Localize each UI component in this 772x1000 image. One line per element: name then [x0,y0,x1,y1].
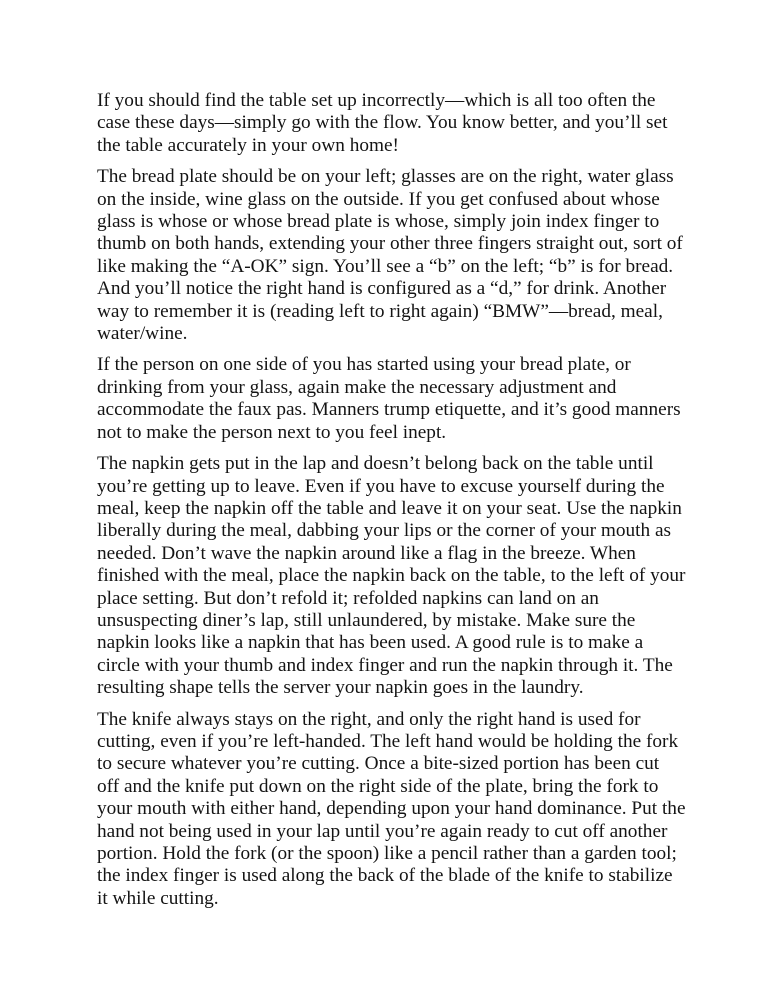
text-line: And you’ll notice the right hand is configured as a “d,” for drink. Another [97,278,667,300]
text-line: you’re getting up to leave. Even if you have to excuse yourself during the [97,475,665,497]
paragraph-table-setup [97,90,687,157]
text-line: napkin looks like a napkin that has been used. A good rule is to make a [97,632,644,654]
text-line: finished with the meal, place the napkin back on the table, to the left of your [97,565,686,587]
text-line: meal, keep the napkin off the table and leave it on your seat. Use the napkin [97,497,682,519]
text-line: If the person on one side of you has started using your bread plate, or [97,354,631,376]
text-line: not to make the person next to you feel inept. [97,421,447,443]
text-line: thumb on both hands, extending your other three fingers straight out, sort of [97,233,683,255]
text-line: off and the knife put down on the right side of the plate, bring the fork to [97,775,659,797]
text-line: the table accurately in your own home! [97,134,399,156]
text-line: needed. Don’t wave the napkin around like a flag in the breeze. When [97,542,636,564]
text-line: The knife always stays on the right, and only the right hand is used for [97,708,641,730]
text-line: resulting shape tells the server your napkin goes in the laundry. [97,677,584,699]
text-line: way to remember it is (reading left to right again) “BMW”—bread, meal, [97,300,663,322]
text-line: glass is whose or whose bread plate is whose, simply join index finger to [97,211,660,233]
text-line: drinking from your glass, again make the necessary adjustment and [97,376,617,398]
text-line: like making the “A-OK” sign. You’ll see a “b” on the left; “b” is for bread. [97,255,674,277]
paragraph-bread-plate [97,166,687,345]
text-line: The napkin gets put in the lap and doesn’t belong back on the table until [97,453,654,475]
text-line: case these days—simply go with the flow. You know better, and you’ll set [97,112,668,134]
text-line: If you should find the table set up incorrectly—which is all too often the [97,90,656,111]
text-line: water/wine. [97,323,188,345]
text-line: cutting, even if you’re left-handed. The left hand would be holding the fork [97,730,679,752]
text-line: portion. Hold the fork (or the spoon) like a pencil rather than a garden tool; [97,843,677,864]
text-line: unsuspecting diner’s lap, still unlaundered, by mistake. Make sure the [97,609,636,631]
text-line: accommodate the faux pas. Manners trump etiquette, and it’s good manners [97,399,681,421]
text-line: circle with your thumb and index finger and run the napkin through it. The [97,654,673,676]
paragraph-knife [97,709,687,911]
text-line: your mouth with either hand, depending upon your hand dominance. Put the [97,798,686,820]
paragraph-faux-pas [97,354,687,444]
text-line: hand not being used in your lap until you’re again ready to cut off another [97,820,668,842]
paragraph-napkin [97,453,687,699]
text-line: on the inside, wine glass on the outside. If you get confused about whose [97,188,660,210]
text-line: the index finger is used along the back of the blade of the knife to stabilize [97,865,673,887]
text-line: The bread plate should be on your left; glasses are on the right, water glass [97,166,674,188]
body-text [97,90,687,919]
text-line: place setting. But don’t refold it; refolded napkins can land on an [97,587,599,609]
text-line: it while cutting. [97,887,219,909]
text-line: liberally during the meal, dabbing your lips or the corner of your mouth as [97,520,672,542]
text-line: to secure whatever you’re cutting. Once a bite-sized portion has been cut [97,753,660,775]
